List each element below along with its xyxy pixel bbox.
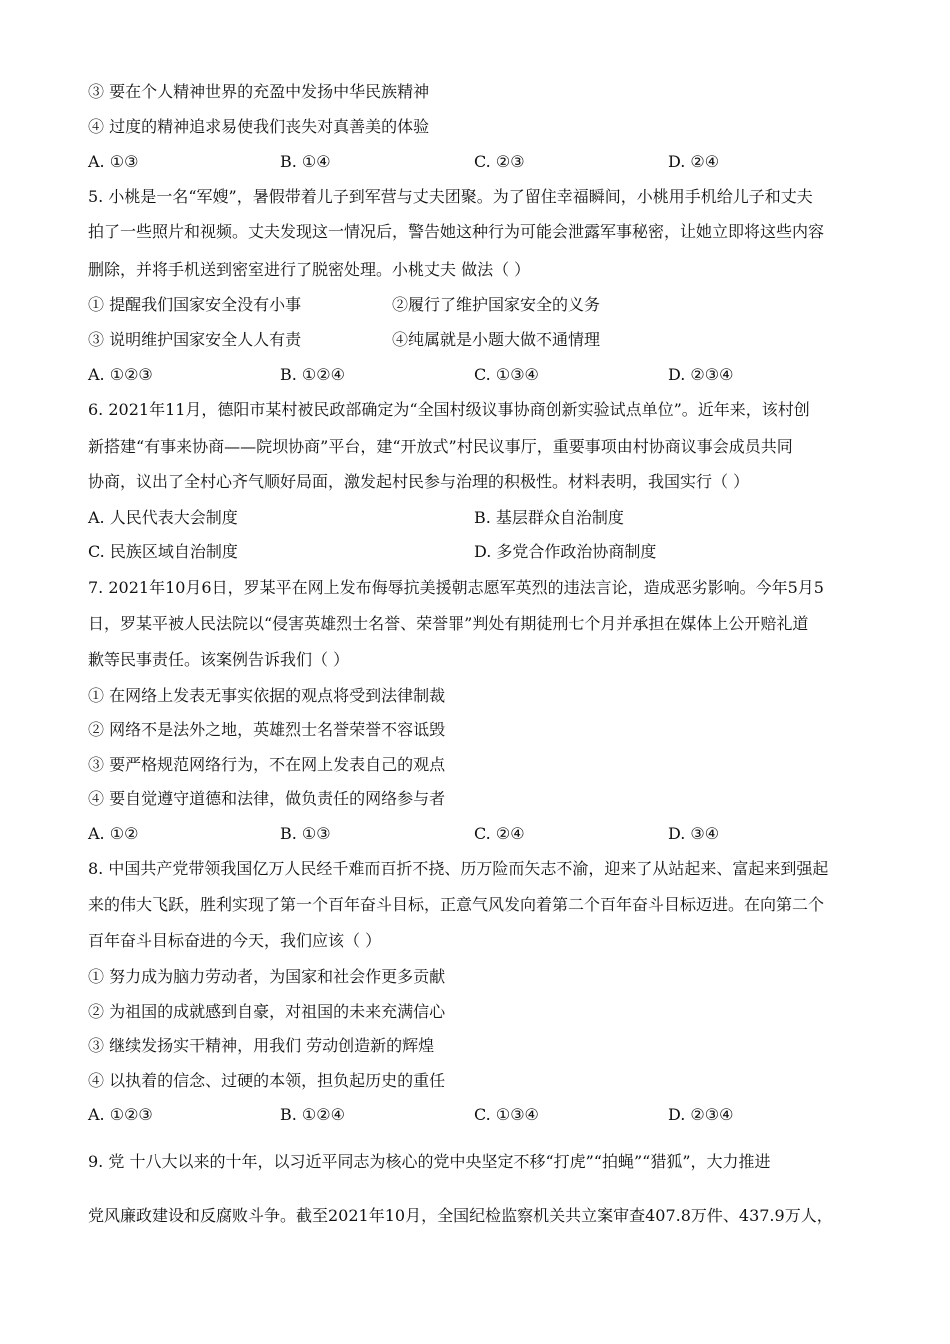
q8-statement-4: ④ 以执着的信念、过硬的本领，担负起历史的重任 bbox=[88, 1071, 446, 1090]
q8-option-d: D. ②③④ bbox=[668, 1105, 734, 1124]
q6-option-c: C. 民族区域自治制度 bbox=[88, 542, 238, 561]
q7-statement-3: ③ 要严格规范网络行为，不在网上发表自己的观点 bbox=[88, 755, 446, 774]
q7-stem-line-1: 7. 2021年10月6日，罗某平在网上发布侮辱抗美援朝志愿军英烈的违法言论，造成恶劣影响。今年5月5 bbox=[88, 578, 824, 597]
q4-statement-3: ③ 要在个人精神世界的充盈中发扬中华民族精神 bbox=[88, 82, 430, 101]
q7-statement-2: ② 网络不是法外之地，英雄烈士名誉荣誉不容诋毁 bbox=[88, 720, 446, 739]
q8-option-b: B. ①②④ bbox=[280, 1105, 345, 1124]
q5-option-b: B. ①②④ bbox=[280, 365, 345, 384]
q7-statement-1: ① 在网络上发表无事实依据的观点将受到法律制裁 bbox=[88, 686, 446, 705]
q6-stem-line-1: 6. 2021年11月，德阳市某村被民政部确定为“全国村级议事协商创新实验试点单位”。近年来，该村创 bbox=[88, 400, 810, 419]
q5-stem-line-2: 拍了一些照片和视频。丈夫发现这一情况后，警告她这种行为可能会泄露军事秘密，让她立即将这些内容 bbox=[88, 222, 825, 241]
q5-option-a: A. ①②③ bbox=[88, 365, 153, 384]
q7-option-d: D. ③④ bbox=[668, 824, 720, 843]
q9-stem-line-1: 9. 党 十八大以来的十年，以习近平同志为核心的党中央坚定不移“打虎”“拍蝇”“猎狐”，大力推进 bbox=[88, 1152, 771, 1171]
q4-option-c: C. ②③ bbox=[474, 152, 525, 171]
q6-option-b: B. 基层群众自治制度 bbox=[474, 508, 624, 527]
q8-statement-1: ① 努力成为脑力劳动者，为国家和社会作更多贡献 bbox=[88, 967, 446, 986]
q8-option-a: A. ①②③ bbox=[88, 1105, 153, 1124]
q7-option-c: C. ②④ bbox=[474, 824, 525, 843]
q8-stem-line-3: 百年奋斗目标奋进的今天，我们应该（ ） bbox=[88, 931, 382, 950]
q5-statement-2: ②履行了维护国家安全的义务 bbox=[392, 295, 601, 314]
q8-stem-line-1: 8. 中国共产党带领我国亿万人民经千难而百折不挠、历万险而矢志不渝，迎来了从站起来、富起来到强起 bbox=[88, 859, 829, 878]
q7-stem-line-2: 日，罗某平被人民法院以“侵害英雄烈士名誉、荣誉罪”判处有期徒刑七个月并承担在媒体上公开赔礼道 bbox=[88, 614, 809, 633]
q6-stem-line-2: 新搭建“有事来协商——院坝协商”平台，建“开放式”村民议事厅，重要事项由村协商议事会成员共同 bbox=[88, 437, 793, 456]
q7-option-b: B. ①③ bbox=[280, 824, 331, 843]
q6-stem-line-3: 协商，议出了全村心齐气顺好局面，激发起村民参与治理的积极性。材料表明，我国实行（ ） bbox=[88, 472, 750, 491]
q8-stem-line-2: 来的伟大飞跃，胜利实现了第一个百年奋斗目标，正意气风发向着第二个百年奋斗目标迈进。在向第二个 bbox=[88, 895, 825, 914]
q5-statement-1: ① 提醒我们国家安全没有小事 bbox=[88, 295, 302, 314]
q8-option-c: C. ①③④ bbox=[474, 1105, 539, 1124]
q6-option-d: D. 多党合作政治协商制度 bbox=[474, 542, 657, 561]
q4-option-d: D. ②④ bbox=[668, 152, 720, 171]
q4-statement-4: ④ 过度的精神追求易使我们丧失对真善美的体验 bbox=[88, 117, 430, 136]
q7-option-a: A. ①② bbox=[88, 824, 139, 843]
q8-statement-2: ② 为祖国的成就感到自豪，对祖国的未来充满信心 bbox=[88, 1002, 446, 1021]
q5-statement-3: ③ 说明维护国家安全人人有责 bbox=[88, 330, 302, 349]
q4-option-a: A. ①③ bbox=[88, 152, 139, 171]
q9-stem-line-2: 党风廉政建设和反腐败斗争。截至2021年10月，全国纪检监察机关共立案审查407.8万件、437.9万人， bbox=[88, 1206, 833, 1225]
q6-option-a: A. 人民代表大会制度 bbox=[88, 508, 238, 527]
q5-stem-line-1: 5. 小桃是一名“军嫂”，暑假带着儿子到军营与丈夫团聚。为了留住幸福瞬间，小桃用手机给儿子和丈夫 bbox=[88, 187, 813, 206]
q4-option-b: B. ①④ bbox=[280, 152, 331, 171]
q5-stem-line-3: 删除，并将手机送到密室进行了脱密处理。小桃丈夫 做法（ ） bbox=[88, 260, 531, 279]
q8-statement-3: ③ 继续发扬实干精神，用我们 劳动创造新的辉煌 bbox=[88, 1036, 435, 1055]
q7-stem-line-3: 歉等民事责任。该案例告诉我们（ ） bbox=[88, 650, 350, 669]
q5-option-d: D. ②③④ bbox=[668, 365, 734, 384]
q5-option-c: C. ①③④ bbox=[474, 365, 539, 384]
q5-statement-4: ④纯属就是小题大做不通情理 bbox=[392, 330, 601, 349]
q7-statement-4: ④ 要自觉遵守道德和法律，做负责任的网络参与者 bbox=[88, 789, 446, 808]
